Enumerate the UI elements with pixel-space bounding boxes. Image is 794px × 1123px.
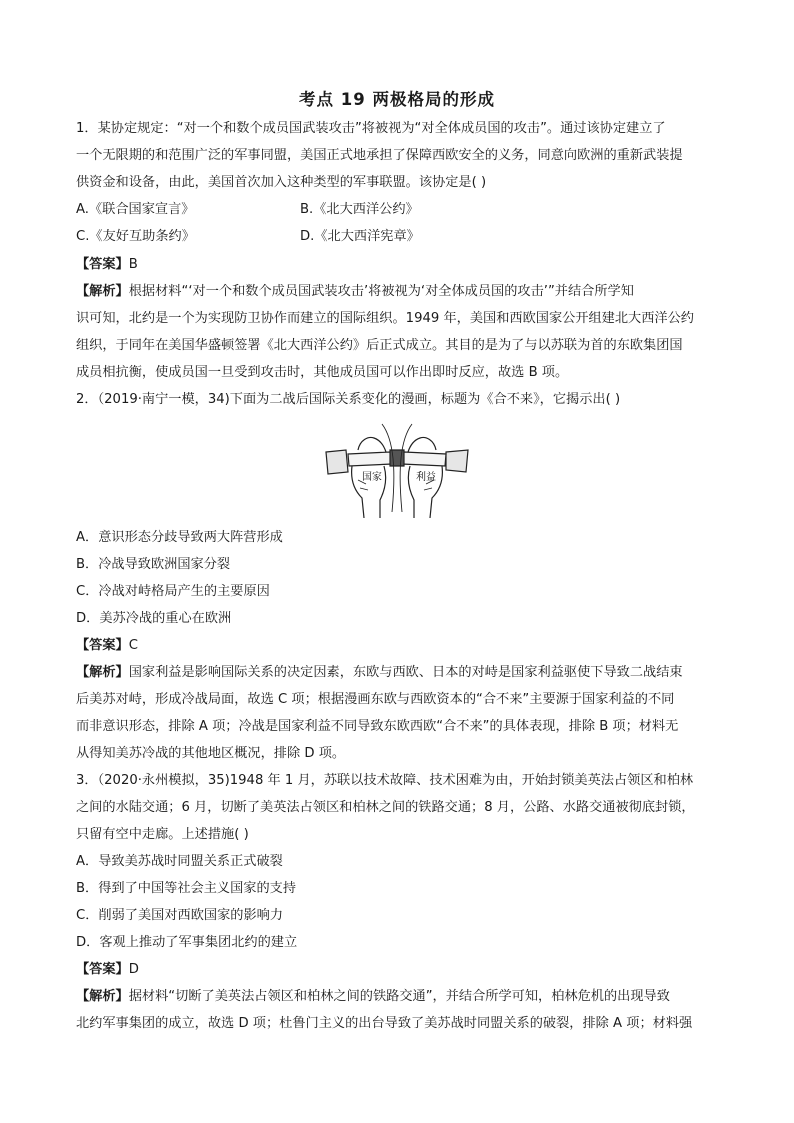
q1-answer	[76, 256, 138, 274]
q1-stem-line-1: 1．某协定规定：“对一个和数个成员国武装攻击”将被视为“对全体成员国的攻击”。通过该协定建立了	[76, 121, 666, 136]
q1-analysis-line-1: 【解析】根据材料“‘对一个和数个成员国武装攻击’将被视为‘对全体成员国的攻击’”并结合所学知	[76, 284, 634, 299]
answer-tag: 【答案】	[76, 962, 129, 977]
q2-answer	[76, 637, 138, 655]
q3-analysis-line-1: 【解析】据材料“切断了美英法占领区和柏林之间的铁路交通”，并结合所学可知，柏林危机的出现导致	[76, 989, 670, 1004]
q3-option-a: A．导致美苏战时同盟关系正式破裂	[76, 854, 283, 869]
q2-analysis-line-2: 后美苏对峙，形成冷战局面，故选 C 项；根据漫画东欧与西欧资本的“合不来”主要源于国家利益的不同	[76, 692, 675, 707]
q1-analysis-line-2: 识可知，北约是一个为实现防卫协作而建立的国际组织。1949 年，美国和西欧国家公开组建北大西洋公约	[76, 311, 694, 326]
q1-option-d: D.《北大西洋宪章》	[300, 229, 420, 244]
answer-value: D	[128, 962, 139, 977]
answer-value: B	[128, 257, 138, 272]
analysis-tag: 【解析】	[76, 284, 129, 299]
q2-option-a: A．意识形态分歧导致两大阵营形成	[76, 530, 283, 545]
analysis-tag: 【解析】	[76, 989, 129, 1004]
q1-option-b: B.《北大西洋公约》	[300, 202, 419, 217]
q1-analysis-line-3: 组织，于同年在美国华盛顿签署《北大西洋公约》后正式成立。其目的是为了与以苏联为首的东欧集团国	[76, 338, 683, 353]
cartoon-label-right: 利益	[416, 472, 436, 483]
q2-analysis-line-4: 从得知美苏冷战的其他地区概况，排除 D 项。	[76, 746, 346, 761]
q3-stem-line-3: 只留有空中走廊。上述措施( )	[76, 827, 249, 842]
q2-analysis-line-1: 【解析】国家利益是影响国际关系的决定因素，东欧与西欧、日本的对峙是国家利益驱使下导致二战结束	[76, 665, 683, 680]
q3-analysis-line-2: 北约军事集团的成立，故选 D 项；杜鲁门主义的出台导致了美苏战时同盟关系的破裂，排除 A 项；材料强	[76, 1016, 693, 1031]
q2-option-d: D．美苏冷战的重心在欧洲	[76, 611, 232, 626]
answer-value: C	[128, 638, 138, 653]
analysis-tag: 【解析】	[76, 665, 129, 680]
q2-option-b: B．冷战导致欧洲国家分裂	[76, 557, 231, 572]
q3-option-c: C．削弱了美国对西欧国家的影响力	[76, 908, 284, 923]
q1-option-c: C.《友好互助条约》	[76, 229, 195, 244]
answer-tag: 【答案】	[76, 638, 129, 653]
q2-stem: 2．（2019·南宁一模，34)下面为二战后国际关系变化的漫画，标题为《合不来》，它揭示出( )	[76, 392, 621, 407]
q3-option-b: B．得到了中国等社会主义国家的支持	[76, 881, 297, 896]
q1-option-a: A.《联合国家宣言》	[76, 202, 195, 217]
q1-stem-line-3: 供资金和设备，由此，美国首次加入这种类型的军事联盟。该协定是( )	[76, 175, 487, 190]
answer-tag: 【答案】	[76, 257, 129, 272]
q2-analysis-line-3: 而非意识形态，排除 A 项；冷战是国家利益不同导致东欧西欧“合不来”的具体表现，排除 B 项；材料无	[76, 719, 679, 734]
page-title: 考点 19 两极格局的形成	[299, 90, 495, 109]
q3-stem-line-1: 3．（2020·永州模拟，35)1948 年 1 月，苏联以技术故障、技术困难为由，开始封锁美英法占领区和柏林	[76, 773, 694, 788]
q1-analysis-line-4: 成员相抗衡，使成员国一旦受到攻击时，其他成员国可以作出即时反应，故选 B 项。	[76, 365, 569, 380]
cartoon-label-left: 国家	[362, 472, 382, 483]
q2-option-c: C．冷战对峙格局产生的主要原因	[76, 584, 270, 599]
q3-option-d: D．客观上推动了军事集团北约的建立	[76, 935, 298, 950]
q1-stem-line-2: 一个无限期的和范围广泛的军事同盟，美国正式地承担了保障西欧安全的义务，同意向欧洲的重新武装提	[76, 148, 683, 163]
q3-answer	[76, 961, 139, 979]
cartoon-image	[322, 420, 472, 518]
q3-stem-line-2: 之间的水陆交通；6 月，切断了美英法占领区和柏林之间的铁路交通；8 月，公路、水路交通被彻底封锁，	[76, 800, 695, 815]
cartoon-drawing	[322, 420, 472, 518]
